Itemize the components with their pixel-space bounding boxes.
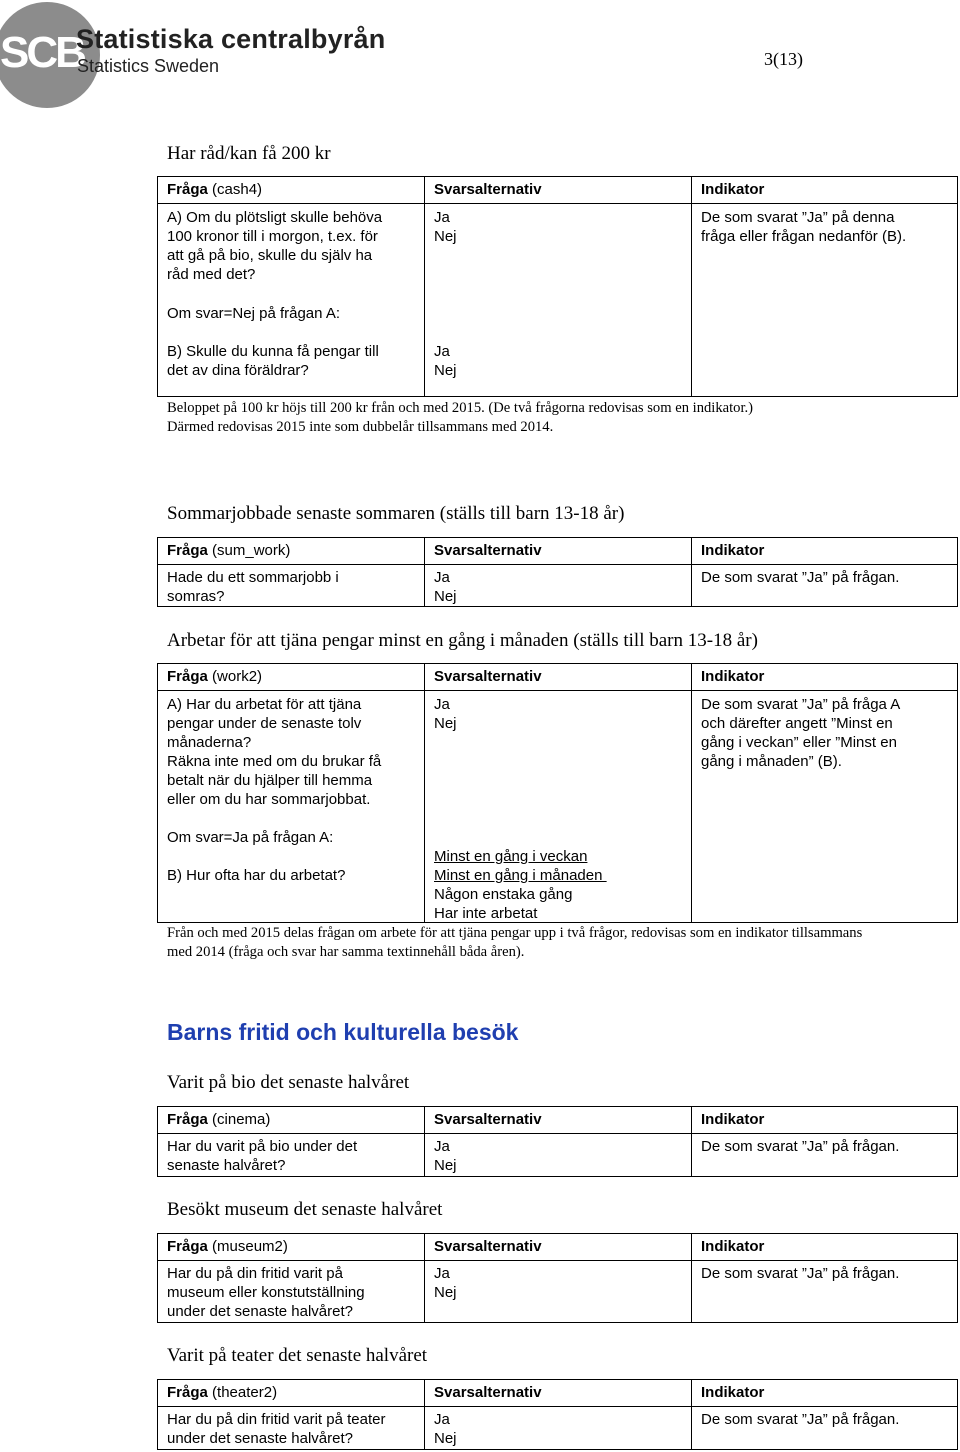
condition-text: Om svar=Nej på frågan A: <box>167 305 340 322</box>
table-cash <box>157 176 958 397</box>
logo-name: Statistiska centralbyrån <box>76 24 386 54</box>
header-svar: Svarsalternativ <box>434 668 542 685</box>
header-indikator: Indikator <box>701 181 765 198</box>
answer-options-a: Ja Nej <box>434 209 457 245</box>
header-fraga: Fråga (work2) <box>167 668 263 685</box>
indicator-text: De som svarat ”Ja” på fråga A och därefter angett ”Minst en gång i veckan” eller ”Minst en gång i månaden” (B). <box>701 696 901 770</box>
header-indikator: Indikator <box>701 1111 765 1128</box>
section-title-theater: Varit på teater det senaste halvåret <box>167 1345 428 1366</box>
indicator-text: De som svarat ”Ja” på frågan. <box>701 569 900 586</box>
question: Har du på din fritid varit på museum eller konstutställning under det senaste halvåret? <box>167 1265 365 1320</box>
header-svar: Svarsalternativ <box>434 1384 542 1401</box>
header-indikator: Indikator <box>701 542 765 559</box>
table-sum-work <box>157 537 958 607</box>
section-title-sum-work: Sommarjobbade senaste sommaren (ställs till barn 13-18 år) <box>167 503 625 524</box>
answer-options-b: Minst en gång i veckan Minst en gång i månaden Någon enstaka gång Har inte arbetat <box>434 848 607 922</box>
header-indikator: Indikator <box>701 1384 765 1401</box>
page-header <box>0 0 960 110</box>
header-fraga: Fråga (cinema) <box>167 1111 271 1128</box>
table-museum <box>157 1233 958 1323</box>
answer-options-a: Ja Nej <box>434 696 457 732</box>
indicator-text: De som svarat ”Ja” på denna fråga eller frågan nedanför (B). <box>701 209 907 245</box>
answer-options: Ja Nej <box>434 1138 457 1174</box>
table-header <box>158 1380 957 1407</box>
condition-text: Om svar=Ja på frågan A: <box>167 829 334 846</box>
page-number: 3(13) <box>764 49 803 69</box>
header-svar: Svarsalternativ <box>434 542 542 559</box>
question: Har du varit på bio under det senaste halvåret? <box>167 1138 358 1174</box>
header-svar: Svarsalternativ <box>434 1238 542 1255</box>
table-header <box>158 538 957 565</box>
section-title-cash: Har råd/kan få 200 kr <box>167 143 331 164</box>
table-work <box>157 663 958 923</box>
header-fraga: Fråga (sum_work) <box>167 542 291 559</box>
question-a: A) Har du arbetat för att tjäna pengar under de senaste tolv månaderna? Räkna inte med om du brukar få betalt när du hjälper till hemma eller om du har sommarjobbat. <box>167 696 382 808</box>
table-theater <box>157 1379 958 1450</box>
indicator-text: De som svarat ”Ja” på frågan. <box>701 1265 900 1282</box>
question: Hade du ett sommarjobb i somras? <box>167 569 339 605</box>
header-svar: Svarsalternativ <box>434 1111 542 1128</box>
answer-options: Ja Nej <box>434 569 457 605</box>
section-title-work: Arbetar för att tjäna pengar minst en gång i månaden (ställs till barn 13-18 år) <box>167 630 758 651</box>
answer-options-b: Ja Nej <box>434 343 457 379</box>
header-fraga: Fråga (theater2) <box>167 1384 278 1401</box>
header-svar: Svarsalternativ <box>434 181 542 198</box>
question-a: A) Om du plötsligt skulle behöva 100 kronor till i morgon, t.ex. för att gå på bio, skulle du själv ha råd med det? <box>167 209 383 283</box>
table-header <box>158 1107 957 1134</box>
indicator-text: De som svarat ”Ja” på frågan. <box>701 1411 900 1428</box>
table-cinema <box>157 1106 958 1177</box>
note-cash: Beloppet på 100 kr höjs till 200 kr från och med 2015. (De två frågorna redovisas som en indikator.) Därmed redovisas 2015 inte som dubbelår tillsammans med 2014. <box>167 400 754 435</box>
scb-logo-icon: SCB <box>0 2 100 108</box>
table-header <box>158 177 957 204</box>
section-title-cinema: Varit på bio det senaste halvåret <box>167 1072 410 1093</box>
table-header <box>158 664 957 691</box>
question: Har du på din fritid varit på teater under det senaste halvåret? <box>167 1411 386 1447</box>
header-indikator: Indikator <box>701 1238 765 1255</box>
header-fraga: Fråga (cash4) <box>167 181 263 198</box>
answer-options: Ja Nej <box>434 1411 457 1447</box>
logo-subtitle: Statistics Sweden <box>77 56 220 76</box>
section-title-museum: Besökt museum det senaste halvåret <box>167 1199 443 1220</box>
chapter-title: Barns fritid och kulturella besök <box>167 1019 519 1045</box>
question-b: B) Skulle du kunna få pengar till det av dina föräldrar? <box>167 343 379 379</box>
header-indikator: Indikator <box>701 668 765 685</box>
question-b: B) Hur ofta har du arbetat? <box>167 867 346 884</box>
table-header <box>158 1234 957 1261</box>
note-work: Från och med 2015 delas frågan om arbete för att tjäna pengar upp i två frågor, redovisas som en indikator tillsammans med 2014 (fråga och svar har samma textinnehåll båda åren). <box>167 925 863 960</box>
indicator-text: De som svarat ”Ja” på frågan. <box>701 1138 900 1155</box>
header-fraga: Fråga (museum2) <box>167 1238 288 1255</box>
answer-options: Ja Nej <box>434 1265 457 1301</box>
